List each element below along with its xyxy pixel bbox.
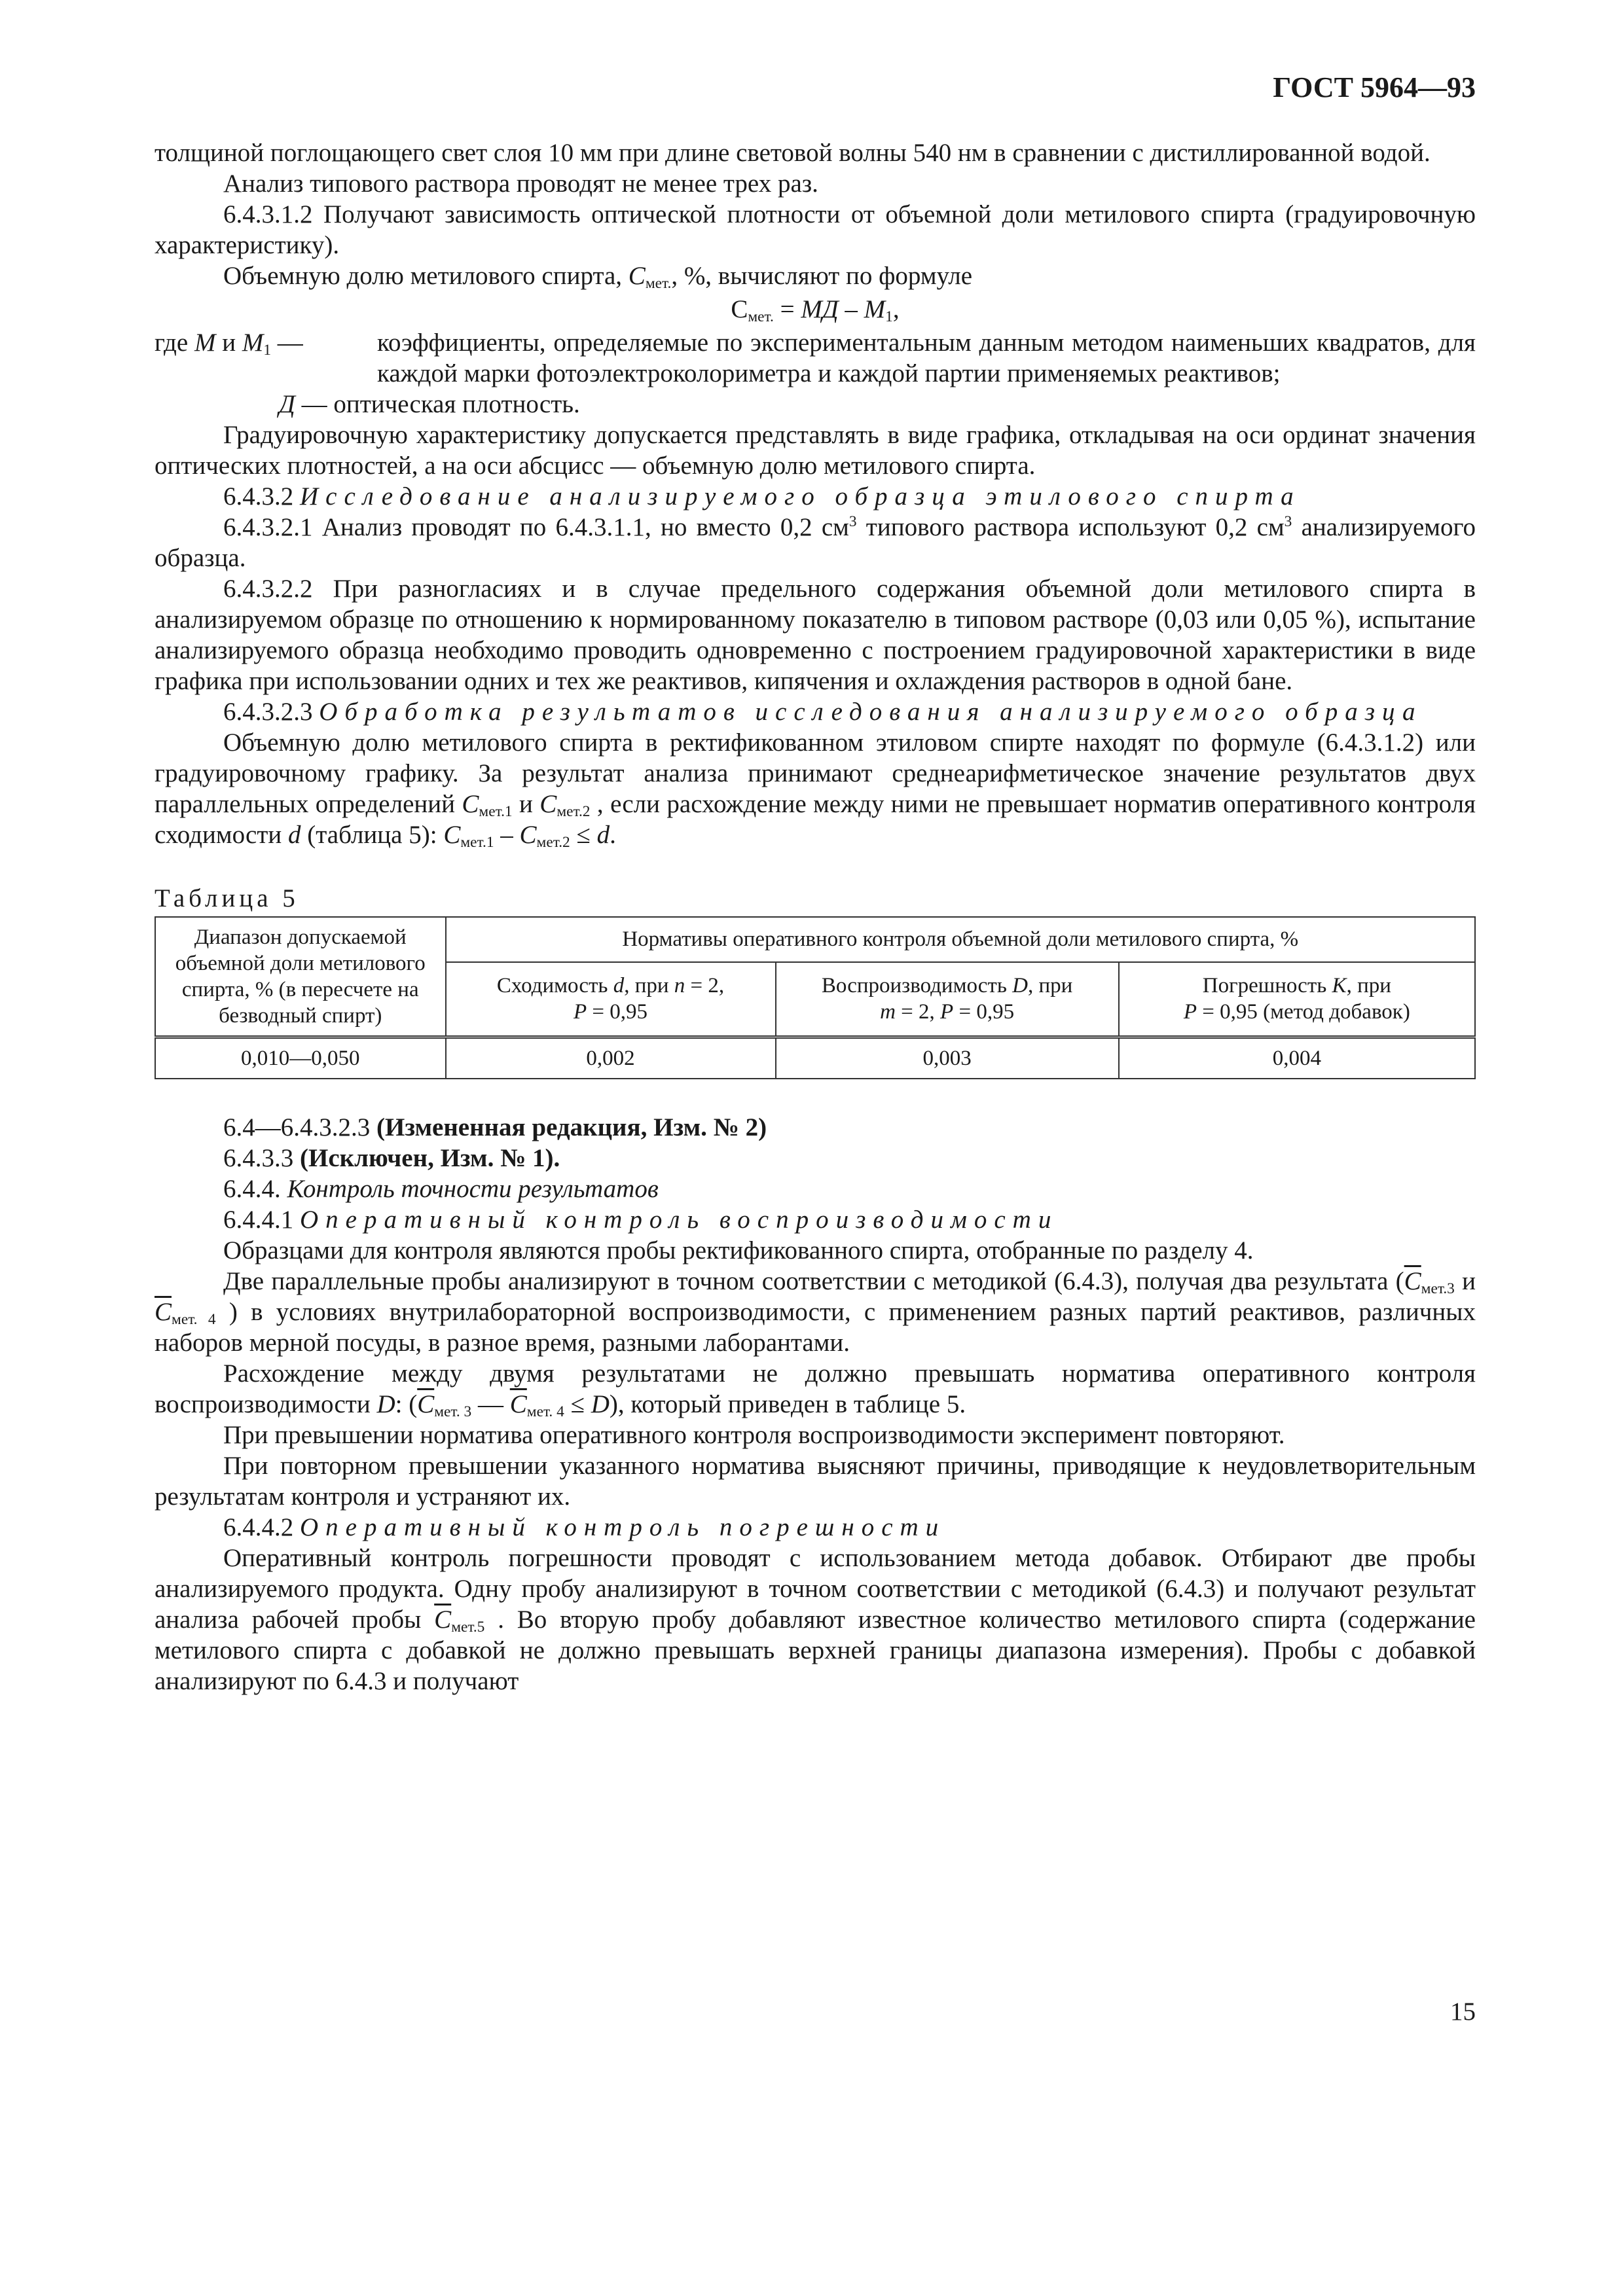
paragraph: 6.4.3.2.1 Анализ проводят по 6.4.3.1.1, но вместо 0,2 $см^3$ типового раствора используют 0,2 $см^3$ анализируемого образца.: [155, 513, 1476, 572]
table-cell: 0,004: [1119, 1037, 1475, 1079]
section-heading: 6.4.4. Контроль точности результатов: [223, 1175, 659, 1203]
formula-explanation: Д — оптическая плотность.: [279, 390, 580, 418]
section-heading: 6.4.3.2 Исследование анализируемого образца этилового спирта: [223, 482, 1301, 511]
table-header-error: Погрешность K, при P = 0,95 (метод добавок): [1119, 962, 1475, 1037]
formula-explanation: где М и $М_1$ — коэффициенты, определяемые по экспериментальным данным методом наименьших квадратов, для каждой марки фотоэлектроколориметра и каждой партии применяемых реактивов;: [155, 329, 1476, 387]
table-header-group: Нормативы оперативного контроля объемной доли метилового спирта, %: [446, 917, 1475, 962]
paragraph: Градуировочную характеристику допускается представлять в виде графика, откладывая на оси ординат значения оптических плотностей, а на оси абсцисс — объемную долю метилового спирта.: [155, 421, 1476, 480]
paragraph: Объемную долю метилового спирта в ректификованном этиловом спирте находят по формуле (6.4.3.1.2) или градуировочному графику. За результат анализа принимают среднеарифметическое значение результатов двух параллельных определений $С_{мет.1}$ и $С_{мет.2}$ , если расхождение между ними не превышает норматив оперативного контроля сходимости d (таблица 5): $С_{мет.1} - С_{мет.2} \le d$.: [155, 728, 1476, 851]
table-header-convergence: Сходимость d, при n = 2, P = 0,95: [446, 962, 776, 1037]
paragraph: Объемную долю метилового спирта, $С_{мет.}$, %, вычисляют по формуле: [223, 262, 973, 292]
document-body: [155, 137, 1476, 1696]
paragraph: Расхождение между двумя результатами не должно превышать норматива оперативного контроля воспроизводимости D: ($\overline{C}_{мет. 3}$ — $\overline{C}_{мет. 4} \le D$), который приведен в таблице 5.: [155, 1359, 1476, 1420]
paragraph: 6.4.3.1.2 Получают зависимость оптической плотности от объемной доли метилового спирта (градуировочную характеристику).: [155, 200, 1476, 259]
paragraph: Образцами для контроля являются пробы ректификованного спирта, отобранные по разделу 4.: [223, 1236, 1254, 1265]
paragraph: 6.4.3.2.2 При разногласиях и в случае предельного содержания объемной доли метилового спирта в анализируемом образце по отношению к нормированному показателю в типовом растворе (0,03 или 0,05 %), испытание анализируемого образца необходимо проводить одновременно с построением градуировочной характеристики в виде графика при использовании одних и тех же реактивов, кипячения и охлаждения растворов в одной бане.: [155, 575, 1476, 695]
page-number: 15: [1450, 1998, 1476, 2026]
table-caption: Таблица 5: [155, 884, 299, 912]
paragraph: Оперативный контроль погрешности проводят с использованием метода добавок. Отбирают две пробы анализируемого продукта. Одну пробу анализируют в точном соответствии с методикой (6.4.3) и получают результат анализа рабочей пробы $\overline{C}_{мет.5}$ . Во вторую пробу добавляют известное количество метилового спирта (содержание метилового спирта с добавкой не должно превышать верхней границы диапазона измерения). Пробы с добавкой анализируют по 6.4.3 и получают: [155, 1544, 1476, 1695]
table-row: [155, 1037, 1475, 1079]
amendment-note: 6.4.3.3 (Исключен, Изм. № 1).: [223, 1144, 560, 1172]
paragraph: При превышении норматива оперативного контроля воспроизводимости эксперимент повторяют.: [223, 1421, 1285, 1449]
amendment-note: 6.4—6.4.3.2.3 (Измененная редакция, Изм. № 2): [223, 1113, 767, 1141]
table-cell: 0,002: [446, 1037, 776, 1079]
paragraph: Анализ типового раствора проводят не менее трех раз.: [223, 170, 818, 198]
table-cell: 0,010—0,050: [155, 1037, 446, 1079]
table-header-reproducibility: Воспроизводимость D, при m = 2, P = 0,95: [776, 962, 1119, 1037]
formula: $С_{мет.}$ = МД – $М_1$,: [731, 295, 900, 325]
section-heading: 6.4.4.1 Оперативный контроль воспроизводимости: [223, 1206, 1059, 1234]
section-heading: 6.4.4.2 Оперативный контроль погрешности: [223, 1513, 946, 1541]
data-table: [155, 916, 1476, 1079]
standard-header: ГОСТ 5964—93: [1273, 71, 1476, 103]
paragraph: При повторном превышении указанного норматива выясняют причины, приводящие к неудовлетворительным результатам контроля и устраняют их.: [155, 1452, 1476, 1511]
paragraph: Две параллельные пробы анализируют в точном соответствии с методикой (6.4.3), получая два результата ($\overline{C}_{мет.3}$ и $\overline{C}_{мет. 4}$ ) в условиях внутрилабораторной воспроизводимости, с применением разных партий реактивов, различных наборов мерной посуды, в разное время, разными лаборантами.: [155, 1267, 1476, 1357]
table-header-range: Диапазон допускаемой объемной доли метилового спирта, % (в пересчете на безводный спирт): [155, 917, 446, 1037]
paragraph: толщиной поглощающего свет слоя 10 мм при длине световой волны 540 нм в сравнении с дистиллированной водой.: [155, 139, 1431, 167]
table-cell: 0,003: [776, 1037, 1119, 1079]
section-heading: 6.4.3.2.3 Обработка результатов исследования анализируемого образца: [223, 698, 1423, 726]
